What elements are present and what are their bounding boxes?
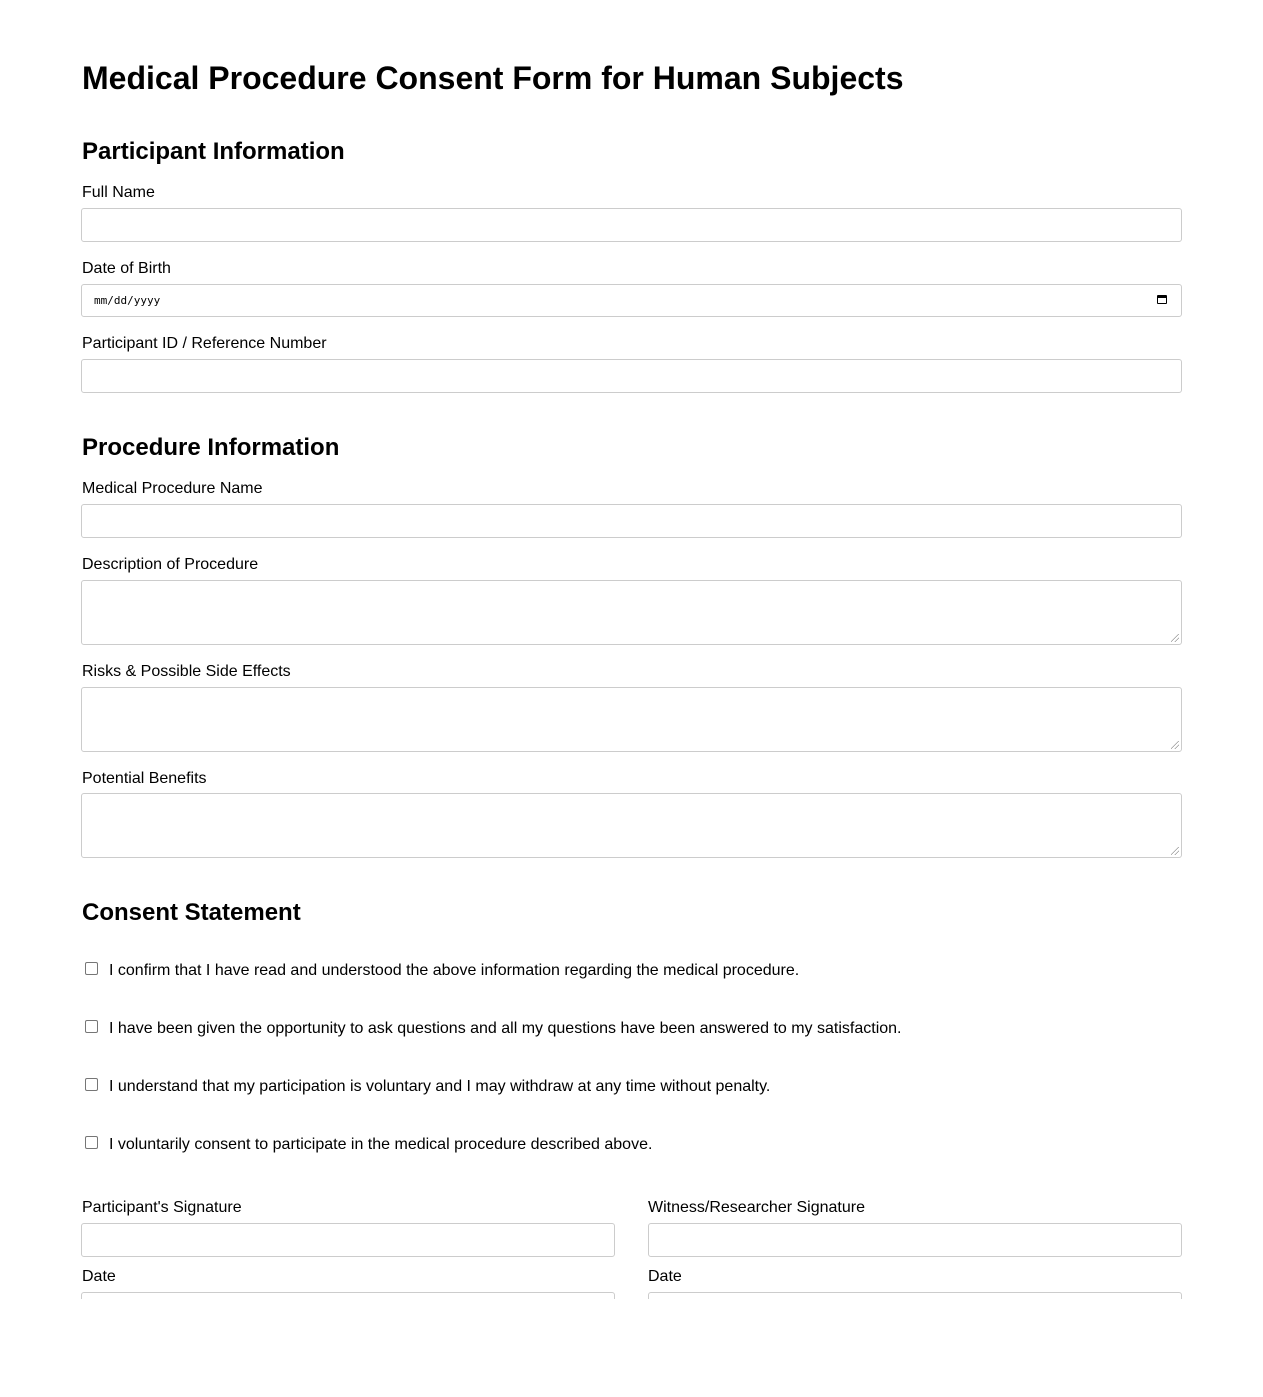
resize-handle-icon[interactable] bbox=[1171, 847, 1179, 855]
risks-textarea[interactable] bbox=[81, 687, 1182, 752]
procedure-name-label: Medical Procedure Name bbox=[82, 480, 263, 497]
participant-date-label: Date bbox=[82, 1268, 116, 1285]
benefits-textarea[interactable] bbox=[81, 793, 1182, 858]
section-heading-participant: Participant Information bbox=[82, 138, 345, 165]
procedure-name-input[interactable] bbox=[81, 504, 1182, 538]
resize-handle-icon[interactable] bbox=[1171, 741, 1179, 749]
full-name-input[interactable] bbox=[81, 208, 1182, 242]
witness-signature-label: Witness/Researcher Signature bbox=[648, 1199, 865, 1216]
consent-item[interactable] bbox=[81, 955, 799, 980]
participant-signature-input[interactable] bbox=[81, 1223, 615, 1257]
consent-text: I voluntarily consent to participate in the medical procedure described above. bbox=[109, 1136, 653, 1153]
consent-item[interactable] bbox=[81, 1071, 770, 1096]
benefits-label: Potential Benefits bbox=[82, 770, 207, 787]
calendar-icon[interactable] bbox=[1157, 295, 1167, 304]
description-textarea[interactable] bbox=[81, 580, 1182, 645]
full-name-label: Full Name bbox=[82, 184, 155, 201]
consent-item[interactable] bbox=[81, 1129, 652, 1154]
consent-checkbox[interactable] bbox=[85, 1020, 98, 1033]
consent-checkbox[interactable] bbox=[85, 1136, 98, 1149]
consent-checkbox[interactable] bbox=[85, 1078, 98, 1091]
witness-date-label: Date bbox=[648, 1268, 682, 1285]
dob-input[interactable] bbox=[81, 284, 1182, 317]
description-label: Description of Procedure bbox=[82, 556, 259, 573]
dob-placeholder: mm/dd/yyyy bbox=[94, 294, 161, 307]
consent-text: I understand that my participation is voluntary and I may withdraw at any time without penalty. bbox=[109, 1078, 771, 1095]
participant-id-input[interactable] bbox=[81, 359, 1182, 393]
participant-signature-label: Participant's Signature bbox=[82, 1199, 242, 1216]
resize-handle-icon[interactable] bbox=[1171, 634, 1179, 642]
risks-label: Risks & Possible Side Effects bbox=[82, 663, 291, 680]
consent-text: I have been given the opportunity to ask questions and all my questions have been answered to my satisfaction. bbox=[109, 1020, 902, 1037]
section-heading-consent: Consent Statement bbox=[82, 899, 301, 926]
page-title: Medical Procedure Consent Form for Human Subjects bbox=[82, 60, 904, 96]
consent-text: I confirm that I have read and understood the above information regarding the medical procedure. bbox=[109, 962, 800, 979]
participant-date-input[interactable] bbox=[81, 1292, 615, 1299]
consent-item[interactable] bbox=[81, 1013, 901, 1038]
witness-date-input[interactable] bbox=[648, 1292, 1182, 1299]
participant-id-label: Participant ID / Reference Number bbox=[82, 335, 327, 352]
section-heading-procedure: Procedure Information bbox=[82, 434, 340, 461]
dob-label: Date of Birth bbox=[82, 260, 171, 277]
consent-checkbox[interactable] bbox=[85, 962, 98, 975]
witness-signature-input[interactable] bbox=[648, 1223, 1182, 1257]
